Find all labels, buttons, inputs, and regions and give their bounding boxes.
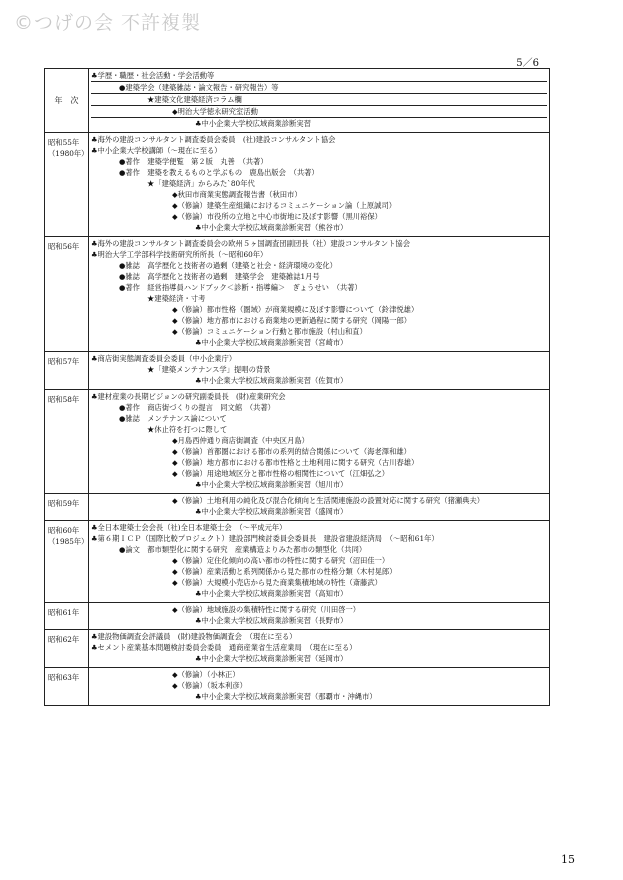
entry-line: ★建築文化建築経済コラム欄	[91, 94, 547, 106]
year-cell	[45, 494, 89, 521]
entry-line: ♣中小企業大学校広域商業診断実習（佐賀市）	[195, 376, 348, 385]
year-cell	[45, 668, 89, 706]
entry-line: ♣中小企業大学校広域商業診断実習（宮崎市）	[195, 338, 348, 347]
entry-line: ●論文 都市類型化に関する研究 産業構造よりみた都市の類型化（共同）	[119, 545, 367, 554]
entry-line: ♣中小企業大学校広域商業診断実習（熊谷市）	[195, 223, 348, 232]
entry-line: ◆（修論）コミュニケーション行動と都市施設（村山和直）	[172, 327, 367, 336]
entry-line: ◆（修論）建築生産組織におけるコミュニケーション論（上原誠司）	[172, 201, 397, 210]
year-label: 昭和59年	[48, 499, 80, 508]
year-row	[45, 494, 550, 521]
entry-line: ♣中小企業大学校広域商業診断実習（長野市）	[195, 616, 348, 625]
year-label: 昭和57年	[48, 357, 80, 366]
entry-line: ◆（修論）大規模小売店から見た商業集積地域の特性（斎藤武）	[172, 578, 382, 587]
entry-line: ●著作 経営指導員ハンドブック＜診断・指導編＞ ぎょうせい （共著）	[119, 283, 362, 292]
year-cell	[45, 237, 89, 352]
entries-cell	[89, 237, 550, 352]
year-row	[45, 521, 550, 603]
entries-cell	[89, 494, 550, 521]
page-fraction: 5／6	[516, 58, 539, 69]
entry-line: ◆（修論）都市性格（圏域）が商業規模に及ぼす影響について（鈴津悦雄）	[172, 305, 419, 314]
entry-line: ♣全日本建築士会会長（社)全日本建築士会 （〜平成元年）	[91, 523, 287, 532]
year-label: 昭和56年	[48, 242, 80, 251]
year-row	[45, 133, 550, 237]
year-label: 昭和60年	[48, 526, 80, 535]
header-row	[45, 69, 550, 133]
entries-cell	[89, 668, 550, 706]
year-cell	[45, 390, 89, 494]
entry-line: ●著作 建築学便覧 第２版 丸善 （共著）	[119, 157, 268, 166]
entry-line: ●建築学会（建築雑誌・論文報告・研究報告）等	[91, 82, 547, 94]
entry-line: ◆（修論）地域施設の集積特性に関する研究（川田啓一）	[172, 605, 361, 614]
entries-cell	[89, 390, 550, 494]
entry-line: ♣中小企業大学校広域商業診断実習（那覇市・沖縄市）	[195, 692, 377, 701]
entry-line: ◆（修論）産業活動と系列関係から見た都市の性格分類（木村晃郎）	[172, 567, 397, 576]
entry-line: ◆（修論）土地利用の純化及び混合化傾向と生活関連施設の設置対応に関する研究（猪瀬典夫）	[172, 496, 485, 505]
year-label: 昭和58年	[48, 395, 80, 404]
year-western: （1985年）	[48, 537, 89, 546]
year-cell	[45, 352, 89, 390]
entry-line: ♣商店街実態調査委員会委員（中小企業庁）	[91, 354, 237, 363]
entry-line: ♣中小企業大学校広域商業診断実習	[195, 119, 311, 128]
page-number: 15	[561, 853, 575, 866]
entry-line: ♣海外の建設コンサルタント調査委員会の欧州５ヶ国調査団副団長（社）建設コンサルタント協会	[91, 239, 410, 248]
year-western: （1980年）	[48, 149, 89, 158]
entry-line: ♣海外の建設コンサルタント調査委員会委員 (社)建設コンサルタント協会	[91, 135, 336, 144]
year-row	[45, 352, 550, 390]
entry-line: ♣第６期ＩＣＰ（国際比較プロジェクト）建設部門検討委員会委員長 建設省建設経済局 （〜昭和61年）	[91, 534, 439, 543]
year-cell	[45, 630, 89, 668]
entries-cell	[89, 630, 550, 668]
year-cell	[45, 133, 89, 237]
legend-cell	[89, 69, 550, 133]
entry-line: ●著作 建築を教えるものと学ぶもの 鹿島出版会 （共著）	[119, 168, 319, 177]
chronology-table	[44, 68, 550, 706]
entry-line: ★休止符を打つに際して	[147, 425, 228, 434]
entries-cell	[89, 133, 550, 237]
entry-line: ◆（修論）（坂本利彦）	[172, 681, 247, 690]
entry-line: ♣建設物価調査会評議員 (財)建設物価調査会 （現在に至る）	[91, 632, 297, 641]
entry-line: ◆（修論）地方都市における商業地の更新過程に関する研究（岡陽一郎）	[172, 316, 412, 325]
entry-line: ◆月島西仲通り商店街調査（中央区月島）	[172, 436, 309, 445]
entry-line: ♣中小企業大学校広域商業診断実習（延岡市）	[195, 654, 348, 663]
entry-line: ♣学歴・職歴・社会活動・学会活動等	[91, 70, 547, 82]
entry-line: ◆明治大学徳永研究室活動	[91, 106, 547, 118]
entry-line: ♣中小企業大学校広域商業診断実習（旭川市）	[195, 480, 348, 489]
entries-cell	[89, 521, 550, 603]
year-row	[45, 390, 550, 494]
entry-line: ★建築経済・寸考	[147, 294, 206, 303]
year-column-header: 年 次	[45, 69, 89, 133]
entry-line: ◆秋田市商業実態調査報告書（秋田市）	[172, 190, 302, 199]
entry-line: ★「建築メンテナンス学」提唱の背景	[147, 365, 271, 374]
entries-cell	[89, 352, 550, 390]
entry-line: ◆（修論）地方都市における都市性格と土地利用に関する研究（古川春雄）	[172, 458, 419, 467]
entry-line: ♣明治大学工学部科学技術研究所所長（〜昭和60年）	[91, 250, 268, 259]
year-label: 昭和55年	[48, 138, 80, 147]
year-cell	[45, 603, 89, 630]
year-label: 昭和62年	[48, 635, 80, 644]
year-row	[45, 668, 550, 706]
entry-line: ★「建築経済」からみた`80年代	[147, 179, 255, 188]
year-cell	[45, 521, 89, 603]
watermark: ©つげの会 不許複製	[14, 12, 202, 34]
entry-line: ●雑誌 メンテナンス論について	[119, 414, 227, 423]
entry-line: ◆（修論）定住化傾向の高い都市の特性に関する研究（沼田佳一）	[172, 556, 390, 565]
entry-line: ●雑誌 高学歴化と技術者の過剰（建築と社会・経済環境の変化）	[119, 261, 337, 270]
year-label: 昭和61年	[48, 608, 80, 617]
year-label: 昭和63年	[48, 673, 80, 682]
entry-line: ●雑誌 高学歴化と技術者の過剰 建築学会 建築雑誌1月号	[119, 272, 320, 281]
entry-line: ♣中小企業大学校広域商業診断実習（高知市）	[195, 589, 348, 598]
year-row	[45, 630, 550, 668]
year-row	[45, 237, 550, 352]
entry-line: ♣中小企業大学校講師（〜現在に至る）	[91, 146, 222, 155]
entry-line: ♣セメント産業基本問題検討委員会委員 通商産業省生活産業局 （現在に至る）	[91, 643, 357, 652]
entry-line: ♣中小企業大学校広域商業診断実習（盛岡市）	[195, 507, 348, 516]
entry-line: ◆（修論）用途地域区分と都市性格の相関性について（江畑弘之）	[172, 469, 390, 478]
entry-line: ♣建材産業の長期ビジョンの研究副委員長 (財)産業研究会	[91, 392, 286, 401]
entries-cell	[89, 603, 550, 630]
entry-line: ◆（修論）首都圏における都市の系列的結合関係について（海老澤和雄）	[172, 447, 411, 456]
entry-line: ◆（修論）（小林正）	[172, 670, 240, 679]
entry-line: ◆（修論）市役所の立地と中心市街地に及ぼす影響（黒川裕保）	[172, 212, 382, 221]
year-row	[45, 603, 550, 630]
entry-line: ●著作 商店街づくりの提言 同文館 （共著）	[119, 403, 275, 412]
